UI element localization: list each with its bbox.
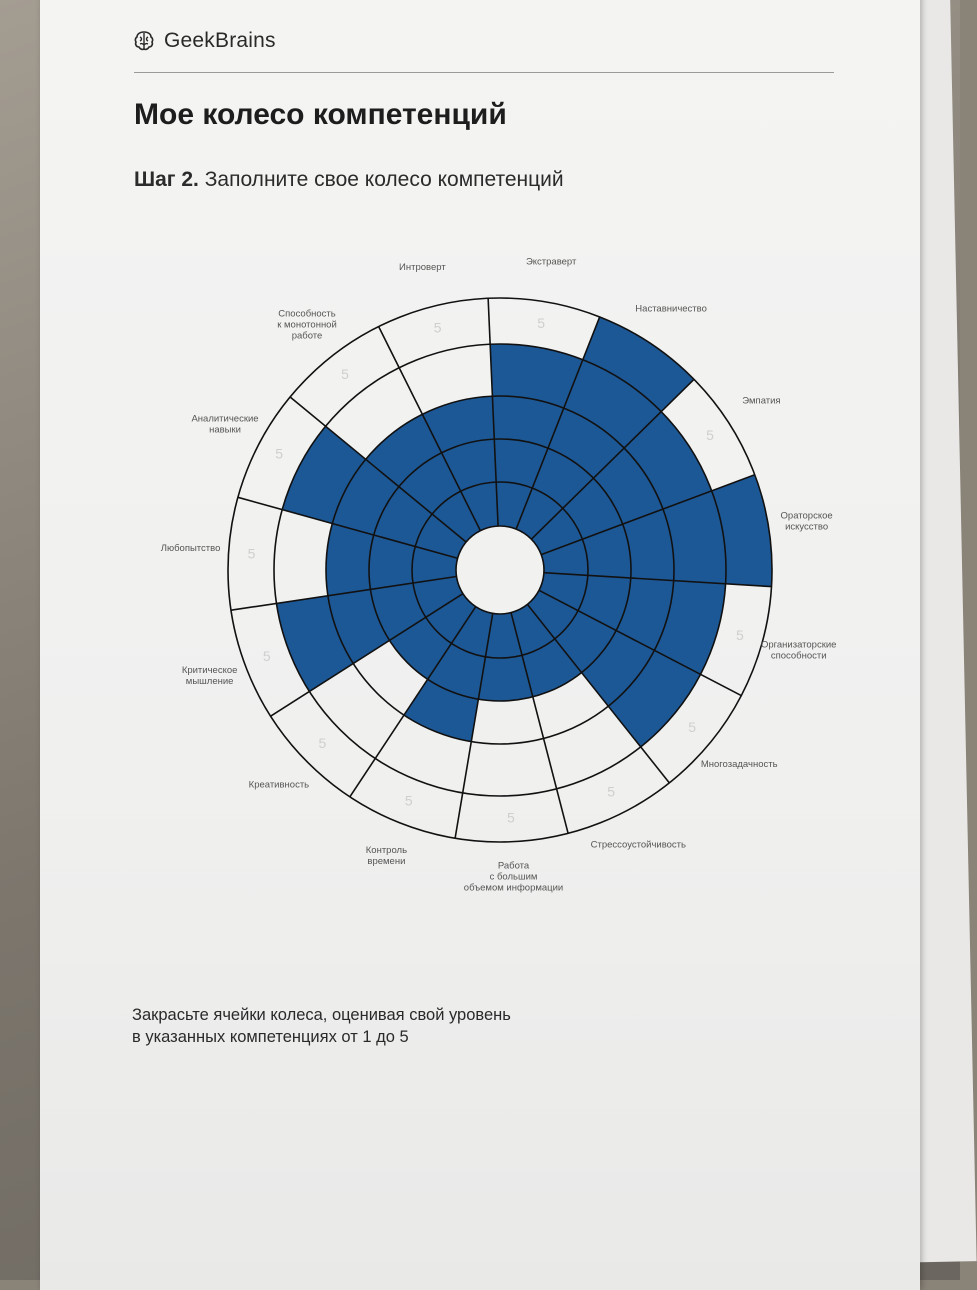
cell-level-marker: 5 (506, 809, 515, 826)
instruction-line-2: в указанных компетенциях от 1 до 5 (132, 1028, 409, 1046)
competency-label: Аналитические навыки (191, 413, 259, 436)
cell-level-marker: 5 (706, 426, 714, 443)
brand-name: GeekBrains (164, 29, 276, 52)
cell-level-marker: 5 (404, 792, 413, 809)
cell-level-marker: 5 (688, 719, 697, 736)
cell-level-marker: 5 (736, 627, 744, 644)
cell-level-marker: 5 (275, 445, 284, 462)
cell-level-marker: 5 (341, 365, 349, 382)
competency-label: Контроль времени (365, 844, 408, 867)
cell-level-marker: 5 (433, 319, 442, 336)
page-title: Мое колесо компетенций (134, 98, 507, 131)
cell-level-marker: 5 (537, 315, 545, 332)
step-text: Заполните свое колесо компетенций (204, 168, 564, 191)
brand-logo (132, 28, 276, 54)
competency-label: Экстраверт (525, 256, 577, 268)
instruction-text (132, 1004, 652, 1048)
wheel-ring (456, 526, 544, 614)
competency-label: Стрессоустойчивость (590, 839, 686, 851)
brain-icon (132, 29, 156, 53)
cell-level-marker: 5 (262, 647, 271, 664)
step-label: Шаг 2. (134, 168, 199, 191)
competency-label: Критическое мышление (181, 665, 238, 688)
competency-wheel (110, 256, 870, 940)
competency-label: Интроверт (399, 261, 446, 273)
competency-label: Способность к монотонной работе (277, 308, 337, 342)
step-heading (134, 168, 564, 192)
cell-level-marker: 5 (247, 545, 256, 562)
competency-label: Креативность (248, 779, 310, 791)
instruction-line-1: Закрасьте ячейки колеса, оценивая свой уровень (132, 1006, 511, 1024)
competency-label: Ораторское искусство (780, 510, 833, 533)
competency-label: Организаторские способности (760, 639, 837, 662)
competency-label: Эмпатия (742, 395, 781, 407)
cell-level-marker: 5 (318, 735, 327, 752)
wheel-filled-cells (276, 317, 772, 747)
cell-level-marker: 5 (607, 783, 616, 800)
competency-label: Многозадачность (700, 759, 778, 771)
header-divider (134, 72, 834, 73)
competency-label: Наставничество (635, 303, 707, 315)
competency-label: Любопытство (160, 543, 221, 555)
competency-label: Работа с большим объемом информации (463, 860, 564, 894)
